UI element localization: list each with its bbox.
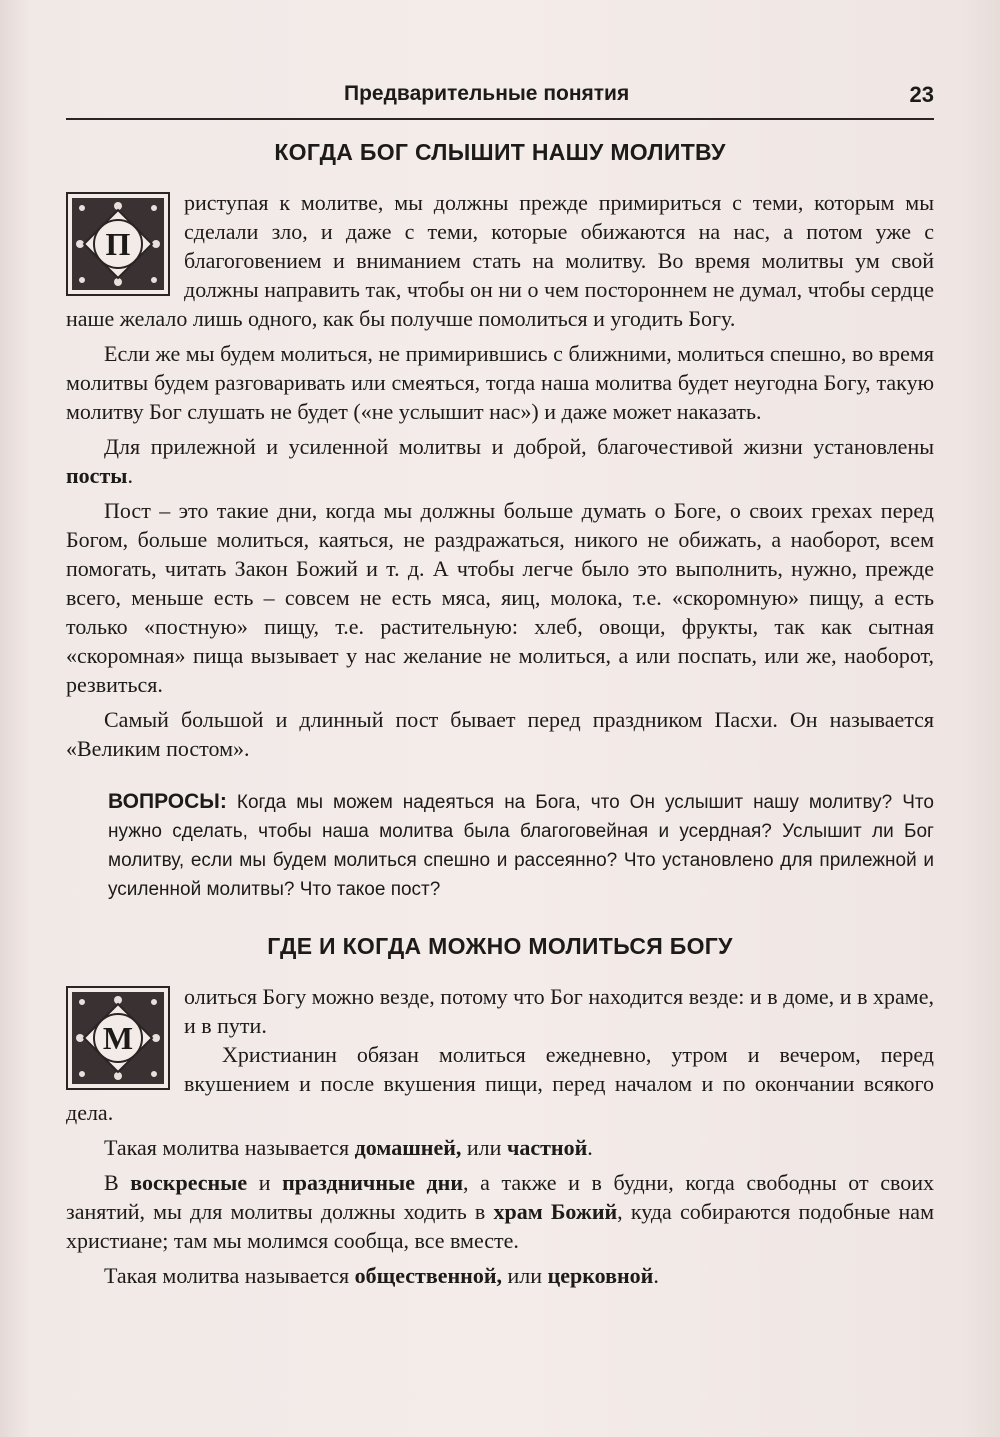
bold-term-private: частной	[506, 1135, 588, 1160]
bold-term-church: церковной	[547, 1263, 654, 1288]
bold-term-temple: храм Божий	[493, 1199, 618, 1224]
questions-label: ВОПРОСЫ:	[108, 790, 227, 813]
text-run: или	[502, 1263, 548, 1288]
dropcap-letter: П	[105, 226, 131, 262]
page-number: 23	[909, 82, 934, 107]
text-run: , куда собираются подобные нам христиане; там мы молимся сообща, все вместе.	[66, 1199, 934, 1253]
running-header	[66, 78, 934, 120]
bold-term-fasts: посты	[66, 463, 128, 488]
dropcap-letter: М	[102, 1020, 134, 1056]
questions-block	[108, 787, 934, 904]
paragraph-daily-prayer: Христианин обязан молиться ежедневно, утром и вечером, перед вкушением и после вкушения пищи, перед началом и по окончании всякого дела.	[66, 1042, 934, 1125]
text-run: Такая молитва называется	[104, 1135, 355, 1160]
section-heading-when-god-hears: КОГДА БОГ СЛЫШИТ НАШУ МОЛИТВУ	[274, 139, 726, 165]
running-title: Предварительные понятия	[344, 82, 630, 105]
text-run: Такая молитва называется	[104, 1263, 355, 1288]
text-run: , а также и в будни, когда свободны от своих занятий, мы для молитвы должны ходить в	[66, 1170, 934, 1224]
questions-text: Когда мы можем надеяться на Бога, что Он услышит нашу молитву? Что нужно сделать, чтобы наша молитва была благоговейная и усердная? Услышит ли Бог молитву, если мы будем молиться спешно и рассеянно? Что установлено для прилежной и усиленной молитвы? Что такое пост?	[108, 792, 934, 900]
paragraph-approaching-prayer	[66, 188, 934, 333]
bold-term-sundays: воскресные	[130, 1170, 248, 1195]
paragraph-home-prayer	[66, 1133, 934, 1162]
text-run: .	[587, 1135, 593, 1160]
ornamental-dropcap-p	[66, 192, 170, 296]
text-run: .	[127, 463, 133, 488]
paragraph-sundays-church	[66, 1168, 934, 1255]
ornamental-dropcap-m	[66, 986, 170, 1090]
paragraph-what-is-fast: Пост – это такие дни, когда мы должны больше думать о Боге, о своих грехах перед Богом, больше молиться, каяться, не раздражаться, никого не обижать, а наоборот, всем помогать, читать Закон Божий и т. д. А чтобы легче было это выполнить, нужно, прежде всего, меньше есть – совсем не есть мяса, яиц, молока, т.е. «скоромную» пищу, а есть только «постную» пищу, т.е. растительную: хлеб, овощи, фрукты, так как сытная «скоромная» пища вызывает у нас желание не молиться, а или поспать, или же, наоборот, резвиться.	[66, 498, 934, 697]
section-heading-where-when-pray: ГДЕ И КОГДА МОЖНО МОЛИТЬСЯ БОГУ	[267, 933, 733, 959]
paragraph-text: риступая к молитве, мы должны прежде примириться с теми, которым мы сделали зло, и даже с теми, которые обижаются на нас, а потом уже с благоговением и вниманием стать на молитву. Во время молитвы ум свой должны направить так, чтобы он ни о чем постороннем не думал, чтобы сердце наше желало лишь одного, как бы получше помолиться и угодить Богу.	[66, 190, 934, 331]
bold-term-holidays: праздничные дни	[282, 1170, 464, 1195]
paragraph-unreconciled-prayer: Если же мы будем молиться, не примирившись с ближними, молиться спешно, во время молитвы будем разговаривать или смеяться, тогда наша молитва будет неугодна Богу, такую молитву Бог слушать не будет («не услышит нас») и даже может наказать.	[66, 341, 934, 424]
page-body	[66, 132, 934, 1290]
paragraph-great-lent: Самый большой и длинный пост бывает перед праздником Пасхи. Он называется «Великим постом».	[66, 707, 934, 761]
text-run: .	[653, 1263, 659, 1288]
text-run: В	[104, 1170, 131, 1195]
paragraph-text: олиться Богу можно везде, потому что Бог находится везде: и в доме, и в храме, и в пути.	[184, 984, 934, 1038]
text-run: или	[461, 1135, 507, 1160]
paragraph-pray-everywhere	[66, 982, 934, 1127]
paragraph-fasts-established	[66, 432, 934, 490]
bold-term-public: общественной,	[354, 1263, 503, 1288]
bold-term-home: домашней,	[354, 1135, 462, 1160]
text-run: Для прилежной и усиленной молитвы и доброй, благочестивой жизни установлены	[104, 434, 934, 459]
paragraph-public-prayer	[66, 1261, 934, 1290]
text-run: и	[247, 1170, 283, 1195]
